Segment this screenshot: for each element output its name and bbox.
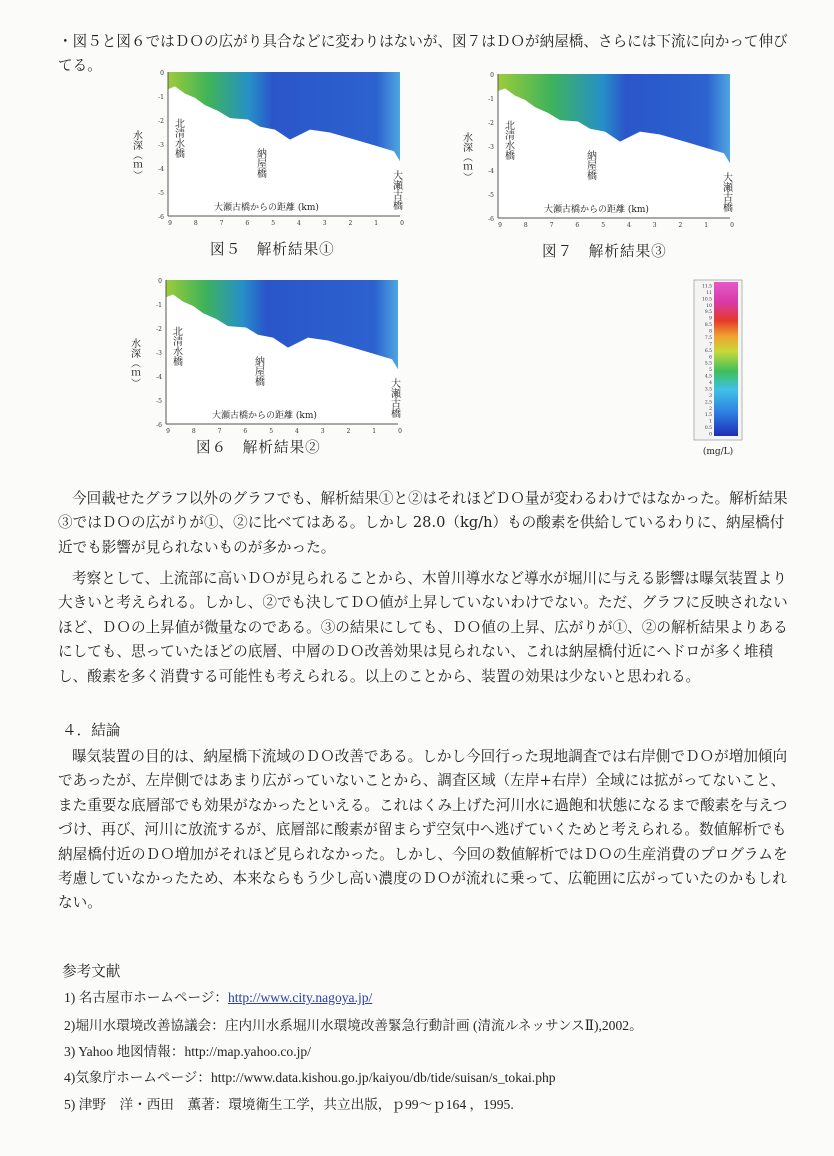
x-tick-label: 7 <box>217 428 222 435</box>
x-tick-label: 5 <box>269 428 274 435</box>
x-tick-label: 0 <box>400 220 404 227</box>
paragraph-1: 今回載せたグラフ以外のグラフでも、解析結果①と②はそれほどＤＯ量が変わるわけではなかった。解析結果③ではＤＯの広がりが①、②に比べてはある。しかし 28.0（kg/h）もの酸素を供給しているわりに、納屋橋付近でも影響が見られないものが多かった。 <box>58 490 788 556</box>
x-tick-label: 5 <box>271 220 276 227</box>
label-nayabashi-bridge: 納屋橋 <box>584 150 596 180</box>
legend-tick-label: 3 <box>709 393 712 399</box>
y-axis-label: 水深（ｍ） <box>128 338 140 388</box>
x-tick-label: 3 <box>652 222 657 229</box>
x-tick-label: 8 <box>193 220 198 227</box>
y-tick-label: -1 <box>488 96 494 103</box>
legend-tick-label: 0 <box>709 432 712 438</box>
legend-tick-label: 6.5 <box>704 348 712 354</box>
y-tick-label: -2 <box>158 118 164 125</box>
x-tick-label: 8 <box>523 222 528 229</box>
x-tick-label: 7 <box>219 220 224 227</box>
x-tick-label: 3 <box>320 428 325 435</box>
figure-7 <box>458 72 748 232</box>
paragraph-3: 曝気装置の目的は、納屋橋下流域のＤＯ改善である。しかし今回行った現地調査では右岸側でＤＯが増加傾向であったが、左岸側ではあまり広がっていないことから、調査区域（左岸+右岸）全域には拡がってないこと、また重要な底層部でも効果がなかったといえる。これはくみ上げた河川水に過飽和状態になるまで酸素を与えつづけ、再び、河川に放流するが、底層部に酸素が留まらず空気中へ逃げていくためと考えられる。数値解析でも納屋橋付近のＤＯ増加がそれほど見られなかった。しかし、今回の数値解析ではＤＯの生産消費のプログラムを考慮していなかったため、本来ならもう少し高い濃度のＤＯが流れに乗って、広範囲に広がっていたのかもしれない。 <box>58 748 788 912</box>
legend-tick-label: 3.5 <box>704 387 712 393</box>
legend-unit: (mg/L) <box>702 447 734 457</box>
x-tick-label: 7 <box>549 222 554 229</box>
legend-tick-label: 7.5 <box>704 335 712 341</box>
x-tick-label: 4 <box>294 428 299 435</box>
y-tick-label: 0 <box>160 70 164 77</box>
x-tick-label: 1 <box>374 220 379 227</box>
x-tick-label: 6 <box>245 220 250 227</box>
figure-6 <box>126 278 416 438</box>
x-tick-label: 5 <box>601 222 606 229</box>
reference-4 <box>64 1066 556 1086</box>
y-tick-label: -4 <box>488 168 494 175</box>
reference-1-text: 1) 名古屋市ホームページ： <box>64 990 228 1005</box>
label-nayabashi-bridge: 納屋橋 <box>254 148 266 178</box>
y-tick-label: -3 <box>488 144 494 151</box>
figure-7-caption: 図７ 解析結果③ <box>542 243 667 260</box>
legend-tick-label: 9 <box>709 316 712 322</box>
y-tick-label: -4 <box>158 166 164 173</box>
y-tick-label: -5 <box>488 192 494 199</box>
label-nayabashi-bridge: 納屋橋 <box>252 356 264 386</box>
label-kitashimizu-bridge: 北清水橋 <box>170 326 182 366</box>
x-tick-label: 9 <box>166 428 170 435</box>
figure-6-caption: 図６ 解析結果② <box>196 439 321 456</box>
reference-2-text: 2)堀川水環境改善協議会：庄内川水系堀川水環境改善緊急行動計画 (清流ルネッサンスⅡ),2002。 <box>64 1018 643 1033</box>
references-title: 参考文献 <box>62 963 121 980</box>
x-tick-label: 4 <box>626 222 631 229</box>
y-tick-label: 0 <box>158 278 162 285</box>
legend-tick-label: 8 <box>709 329 712 335</box>
legend-colorbar <box>714 282 738 436</box>
label-kitashimizu-bridge: 北清水橋 <box>502 120 514 160</box>
figure-5-caption: 図５ 解析結果① <box>210 241 335 258</box>
reference-1-link[interactable]: http://www.city.nagoya.jp/ <box>227 990 373 1005</box>
legend-tick-label: 1.5 <box>704 413 712 419</box>
legend-tick-label: 8.5 <box>704 323 712 329</box>
x-axis-label: 大瀬古橋からの距離 (km) <box>212 411 317 421</box>
x-tick-label: 1 <box>704 222 709 229</box>
y-axis-label: 水深（ｍ） <box>130 130 142 180</box>
x-tick-label: 2 <box>346 428 351 435</box>
y-tick-label: -4 <box>156 374 162 381</box>
x-tick-label: 8 <box>191 428 196 435</box>
x-tick-label: 9 <box>498 222 502 229</box>
x-axis-label: 大瀬古橋からの距離 (km) <box>214 203 319 213</box>
legend-tick-label: 10.5 <box>701 297 712 303</box>
legend-tick-label: 4.5 <box>704 374 712 380</box>
y-tick-label: -3 <box>156 350 162 357</box>
reference-2 <box>64 1014 643 1034</box>
y-tick-label: -6 <box>488 216 494 223</box>
label-kitashimizu-bridge: 北清水橋 <box>172 118 184 158</box>
legend-tick-label: 11 <box>706 290 712 296</box>
x-tick-label: 3 <box>322 220 327 227</box>
reference-4-text: 4)気象庁ホームページ：http://www.data.kishou.go.jp/kaiyou/db/tide/suisan/s_tokai.php <box>64 1070 556 1085</box>
x-axis-label: 大瀬古橋からの距離 (km) <box>544 205 649 215</box>
y-tick-label: -5 <box>158 190 164 197</box>
legend-tick-label: 9.5 <box>704 310 712 316</box>
x-tick-label: 9 <box>168 220 172 227</box>
x-tick-label: 6 <box>243 428 248 435</box>
y-tick-label: -6 <box>156 422 162 429</box>
reference-3 <box>64 1040 311 1060</box>
label-oosekobashi-bridge: 大瀬古橋 <box>390 170 402 210</box>
y-tick-label: 0 <box>490 72 494 79</box>
legend-tick-label: 2 <box>709 406 712 412</box>
x-tick-label: 4 <box>296 220 301 227</box>
intro-text: ・図５と図６ではＤＯの広がり具合などに変わりはないが、図７はＤＯが納屋橋、さらには下流に向かって伸びてる。 <box>58 33 788 75</box>
legend-tick-label: 1 <box>709 419 712 425</box>
x-tick-label: 1 <box>372 428 377 435</box>
y-tick-label: -2 <box>488 120 494 127</box>
y-tick-label: -5 <box>156 398 162 405</box>
y-tick-label: -6 <box>158 214 164 221</box>
label-oosekobashi-bridge: 大瀬古橋 <box>388 378 400 418</box>
reference-3-text: 3) Yahoo 地図情報：http://map.yahoo.co.jp/ <box>64 1044 311 1059</box>
color-legend <box>690 278 746 458</box>
label-oosekobashi-bridge: 大瀬古橋 <box>720 172 732 212</box>
y-tick-label: -1 <box>156 302 162 309</box>
x-tick-label: 0 <box>398 428 402 435</box>
legend-tick-label: 6 <box>709 355 712 361</box>
y-tick-label: -2 <box>156 326 162 333</box>
reference-5 <box>64 1093 514 1113</box>
legend-tick-label: 10 <box>706 303 712 309</box>
legend-tick-label: 11.5 <box>701 284 712 290</box>
y-tick-label: -1 <box>158 94 164 101</box>
legend-tick-label: 7 <box>709 342 712 348</box>
legend-tick-label: 5 <box>709 368 712 374</box>
figure-5 <box>128 70 418 230</box>
legend-tick-label: 4 <box>709 381 712 387</box>
x-tick-label: 2 <box>678 222 683 229</box>
legend-tick-label: 2.5 <box>704 400 712 406</box>
y-axis-label: 水深（ｍ） <box>460 132 472 182</box>
legend-tick-label: 0.5 <box>704 426 712 432</box>
y-tick-label: -3 <box>158 142 164 149</box>
x-tick-label: 0 <box>730 222 734 229</box>
legend-tick-label: 5.5 <box>704 361 712 367</box>
section-title: ４．結論 <box>62 722 121 739</box>
reference-1 <box>64 986 372 1006</box>
reference-5-text: 5) 津野 洋・西田 薫著：環境衛生工学，共立出版，ｐ99～ｐ164 ，1995. <box>64 1097 514 1112</box>
paragraph-2: 考察として、上流部に高いＤＯが見られることから、木曽川導水など導水が堀川に与える影響は曝気装置より大きいと考えられる。しかし、②でも決してＤＯ値が上昇していないわけでない。ただ、グラフに反映されないほど、ＤＯの上昇値が微量なのである。③の結果にしても、ＤＯ値の上昇、広がりが①、②の解析結果よりあるにしても、思っていたほどの底層、中層のＤＯ改善効果は見られない、これは納屋橋付近にヘドロが多く堆積し、酸素を多く消費する可能性も考えられる。以上のことから、装置の効果は少ないと思われる。 <box>58 570 788 685</box>
x-tick-label: 6 <box>575 222 580 229</box>
x-tick-label: 2 <box>348 220 353 227</box>
